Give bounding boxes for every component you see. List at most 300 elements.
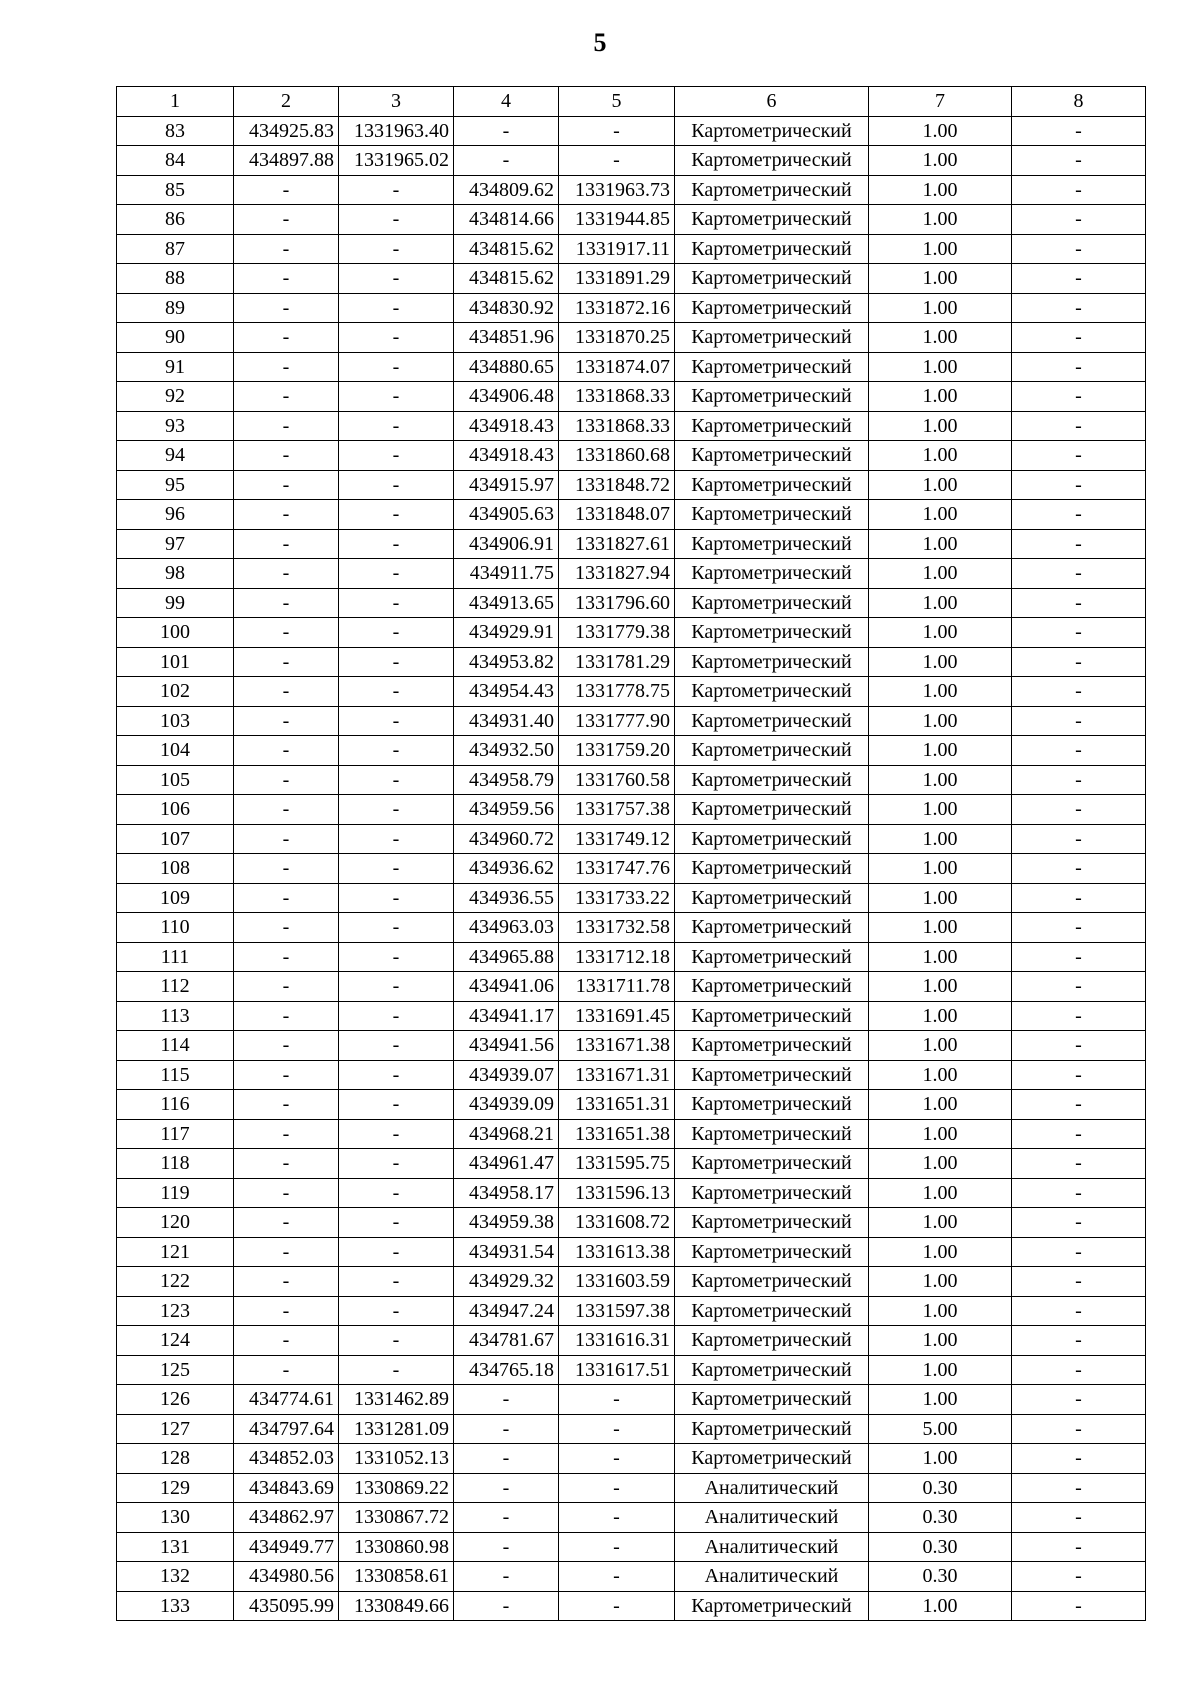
- table-row: [117, 352, 1146, 382]
- accuracy-cell: 1.00: [869, 234, 1012, 264]
- description-cell: -: [1012, 1060, 1146, 1090]
- table-row: [117, 883, 1146, 913]
- point-number-cell: 85: [117, 175, 234, 205]
- point-number-cell: 107: [117, 824, 234, 854]
- accuracy-cell: 1.00: [869, 175, 1012, 205]
- method-cell: Картометрический: [675, 1090, 869, 1120]
- x-coord-cell: 434843.69: [234, 1473, 339, 1503]
- y-new-coord-cell: 1331777.90: [559, 706, 675, 736]
- description-cell: -: [1012, 1562, 1146, 1592]
- method-cell: Аналитический: [675, 1562, 869, 1592]
- x-coord-cell: -: [234, 942, 339, 972]
- y-new-coord-cell: 1331733.22: [559, 883, 675, 913]
- point-number-cell: 130: [117, 1503, 234, 1533]
- description-cell: -: [1012, 1473, 1146, 1503]
- method-cell: Картометрический: [675, 647, 869, 677]
- x-coord-cell: -: [234, 264, 339, 294]
- x-coord-cell: -: [234, 677, 339, 707]
- accuracy-cell: 1.00: [869, 913, 1012, 943]
- accuracy-cell: 0.30: [869, 1503, 1012, 1533]
- table-row: [117, 323, 1146, 353]
- x-new-coord-cell: 434851.96: [454, 323, 559, 353]
- description-cell: -: [1012, 146, 1146, 176]
- y-new-coord-cell: -: [559, 1532, 675, 1562]
- x-coord-cell: -: [234, 411, 339, 441]
- y-coord-cell: -: [339, 1296, 454, 1326]
- x-new-coord-cell: 434905.63: [454, 500, 559, 530]
- x-coord-cell: 434774.61: [234, 1385, 339, 1415]
- description-cell: -: [1012, 411, 1146, 441]
- method-cell: Картометрический: [675, 854, 869, 884]
- accuracy-cell: 0.30: [869, 1562, 1012, 1592]
- table-row: [117, 618, 1146, 648]
- accuracy-cell: 1.00: [869, 1267, 1012, 1297]
- table-row: [117, 1267, 1146, 1297]
- y-coord-cell: -: [339, 1208, 454, 1238]
- x-coord-cell: -: [234, 1208, 339, 1238]
- y-new-coord-cell: 1331671.31: [559, 1060, 675, 1090]
- y-new-coord-cell: 1331874.07: [559, 352, 675, 382]
- description-cell: -: [1012, 1119, 1146, 1149]
- x-coord-cell: -: [234, 382, 339, 412]
- method-cell: Картометрический: [675, 765, 869, 795]
- column-header: 3: [339, 87, 454, 117]
- method-cell: Картометрический: [675, 411, 869, 441]
- point-number-cell: 101: [117, 647, 234, 677]
- table-row: [117, 972, 1146, 1002]
- y-coord-cell: -: [339, 883, 454, 913]
- accuracy-cell: 1.00: [869, 765, 1012, 795]
- table-row: [117, 942, 1146, 972]
- method-cell: Картометрический: [675, 972, 869, 1002]
- table-row: [117, 1178, 1146, 1208]
- table-row: [117, 1326, 1146, 1356]
- x-new-coord-cell: 434906.48: [454, 382, 559, 412]
- point-number-cell: 133: [117, 1591, 234, 1621]
- x-coord-cell: -: [234, 1237, 339, 1267]
- table-row: [117, 234, 1146, 264]
- x-new-coord-cell: 434941.06: [454, 972, 559, 1002]
- accuracy-cell: 1.00: [869, 1090, 1012, 1120]
- y-coord-cell: -: [339, 1090, 454, 1120]
- table-row: [117, 647, 1146, 677]
- table-row: [117, 706, 1146, 736]
- y-coord-cell: -: [339, 972, 454, 1002]
- x-new-coord-cell: 434931.40: [454, 706, 559, 736]
- y-coord-cell: -: [339, 677, 454, 707]
- point-number-cell: 110: [117, 913, 234, 943]
- point-number-cell: 102: [117, 677, 234, 707]
- description-cell: -: [1012, 205, 1146, 235]
- x-new-coord-cell: 434939.07: [454, 1060, 559, 1090]
- method-cell: Картометрический: [675, 323, 869, 353]
- y-coord-cell: -: [339, 293, 454, 323]
- column-header: 7: [869, 87, 1012, 117]
- table-row: [117, 500, 1146, 530]
- y-new-coord-cell: -: [559, 1591, 675, 1621]
- x-new-coord-cell: 434947.24: [454, 1296, 559, 1326]
- table-header-row: [117, 87, 1146, 117]
- point-number-cell: 92: [117, 382, 234, 412]
- point-number-cell: 118: [117, 1149, 234, 1179]
- x-coord-cell: 434925.83: [234, 116, 339, 146]
- y-new-coord-cell: 1331944.85: [559, 205, 675, 235]
- accuracy-cell: 1.00: [869, 1591, 1012, 1621]
- y-new-coord-cell: 1331595.75: [559, 1149, 675, 1179]
- table-row: [117, 1001, 1146, 1031]
- point-number-cell: 112: [117, 972, 234, 1002]
- description-cell: -: [1012, 1385, 1146, 1415]
- description-cell: -: [1012, 264, 1146, 294]
- description-cell: -: [1012, 500, 1146, 530]
- y-coord-cell: -: [339, 942, 454, 972]
- y-new-coord-cell: 1331779.38: [559, 618, 675, 648]
- x-new-coord-cell: -: [454, 1532, 559, 1562]
- x-coord-cell: -: [234, 1090, 339, 1120]
- x-new-coord-cell: 434963.03: [454, 913, 559, 943]
- point-number-cell: 84: [117, 146, 234, 176]
- description-cell: -: [1012, 323, 1146, 353]
- method-cell: Картометрический: [675, 1031, 869, 1061]
- accuracy-cell: 1.00: [869, 1060, 1012, 1090]
- x-new-coord-cell: 434961.47: [454, 1149, 559, 1179]
- method-cell: Картометрический: [675, 1267, 869, 1297]
- description-cell: -: [1012, 972, 1146, 1002]
- method-cell: Картометрический: [675, 441, 869, 471]
- point-number-cell: 88: [117, 264, 234, 294]
- x-coord-cell: -: [234, 441, 339, 471]
- description-cell: -: [1012, 942, 1146, 972]
- y-coord-cell: -: [339, 824, 454, 854]
- x-new-coord-cell: 434936.62: [454, 854, 559, 884]
- point-number-cell: 87: [117, 234, 234, 264]
- x-coord-cell: -: [234, 824, 339, 854]
- y-coord-cell: 1331963.40: [339, 116, 454, 146]
- x-coord-cell: -: [234, 293, 339, 323]
- x-new-coord-cell: 434968.21: [454, 1119, 559, 1149]
- x-coord-cell: 434797.64: [234, 1414, 339, 1444]
- table-row: [117, 411, 1146, 441]
- accuracy-cell: 1.00: [869, 677, 1012, 707]
- x-new-coord-cell: 434959.56: [454, 795, 559, 825]
- method-cell: Картометрический: [675, 1237, 869, 1267]
- table-row: [117, 559, 1146, 589]
- y-new-coord-cell: 1331781.29: [559, 647, 675, 677]
- accuracy-cell: 1.00: [869, 500, 1012, 530]
- y-new-coord-cell: 1331617.51: [559, 1355, 675, 1385]
- method-cell: Картометрический: [675, 1385, 869, 1415]
- column-header: 1: [117, 87, 234, 117]
- accuracy-cell: 1.00: [869, 1326, 1012, 1356]
- column-header: 5: [559, 87, 675, 117]
- y-new-coord-cell: 1331597.38: [559, 1296, 675, 1326]
- accuracy-cell: 1.00: [869, 1001, 1012, 1031]
- y-new-coord-cell: 1331651.31: [559, 1090, 675, 1120]
- description-cell: -: [1012, 618, 1146, 648]
- x-coord-cell: -: [234, 736, 339, 766]
- description-cell: -: [1012, 470, 1146, 500]
- x-coord-cell: -: [234, 1001, 339, 1031]
- x-coord-cell: -: [234, 1355, 339, 1385]
- accuracy-cell: 0.30: [869, 1532, 1012, 1562]
- accuracy-cell: 0.30: [869, 1473, 1012, 1503]
- accuracy-cell: 1.00: [869, 559, 1012, 589]
- y-coord-cell: -: [339, 618, 454, 648]
- method-cell: Картометрический: [675, 500, 869, 530]
- x-new-coord-cell: 434918.43: [454, 441, 559, 471]
- x-new-coord-cell: 434814.66: [454, 205, 559, 235]
- y-coord-cell: 1331965.02: [339, 146, 454, 176]
- accuracy-cell: 1.00: [869, 441, 1012, 471]
- description-cell: -: [1012, 1267, 1146, 1297]
- y-coord-cell: -: [339, 647, 454, 677]
- x-new-coord-cell: 434932.50: [454, 736, 559, 766]
- x-coord-cell: -: [234, 1031, 339, 1061]
- y-coord-cell: -: [339, 352, 454, 382]
- x-new-coord-cell: 434941.56: [454, 1031, 559, 1061]
- point-number-cell: 119: [117, 1178, 234, 1208]
- x-coord-cell: 434862.97: [234, 1503, 339, 1533]
- accuracy-cell: 1.00: [869, 883, 1012, 913]
- method-cell: Картометрический: [675, 529, 869, 559]
- description-cell: -: [1012, 795, 1146, 825]
- point-number-cell: 94: [117, 441, 234, 471]
- description-cell: -: [1012, 647, 1146, 677]
- x-coord-cell: -: [234, 854, 339, 884]
- table-row: [117, 1355, 1146, 1385]
- description-cell: -: [1012, 736, 1146, 766]
- y-new-coord-cell: 1331691.45: [559, 1001, 675, 1031]
- page-number: 5: [593, 28, 607, 57]
- point-number-cell: 120: [117, 1208, 234, 1238]
- accuracy-cell: 1.00: [869, 972, 1012, 1002]
- y-coord-cell: -: [339, 854, 454, 884]
- description-cell: -: [1012, 913, 1146, 943]
- point-number-cell: 109: [117, 883, 234, 913]
- accuracy-cell: 1.00: [869, 647, 1012, 677]
- y-new-coord-cell: 1331651.38: [559, 1119, 675, 1149]
- x-coord-cell: -: [234, 1267, 339, 1297]
- table-row: [117, 1503, 1146, 1533]
- x-new-coord-cell: 434913.65: [454, 588, 559, 618]
- y-new-coord-cell: 1331963.73: [559, 175, 675, 205]
- point-number-cell: 117: [117, 1119, 234, 1149]
- x-new-coord-cell: 434830.92: [454, 293, 559, 323]
- description-cell: -: [1012, 1503, 1146, 1533]
- x-new-coord-cell: 434809.62: [454, 175, 559, 205]
- x-coord-cell: 434897.88: [234, 146, 339, 176]
- description-cell: -: [1012, 1532, 1146, 1562]
- description-cell: -: [1012, 883, 1146, 913]
- y-coord-cell: -: [339, 913, 454, 943]
- table-body: [117, 116, 1146, 1621]
- y-new-coord-cell: 1331891.29: [559, 264, 675, 294]
- description-cell: -: [1012, 1001, 1146, 1031]
- table-row: [117, 293, 1146, 323]
- x-new-coord-cell: 434953.82: [454, 647, 559, 677]
- y-new-coord-cell: 1331872.16: [559, 293, 675, 323]
- point-number-cell: 86: [117, 205, 234, 235]
- column-header: 2: [234, 87, 339, 117]
- method-cell: Аналитический: [675, 1503, 869, 1533]
- point-number-cell: 127: [117, 1414, 234, 1444]
- y-coord-cell: 1330849.66: [339, 1591, 454, 1621]
- y-coord-cell: -: [339, 559, 454, 589]
- description-cell: -: [1012, 1414, 1146, 1444]
- point-number-cell: 124: [117, 1326, 234, 1356]
- table-row: [117, 736, 1146, 766]
- accuracy-cell: 1.00: [869, 942, 1012, 972]
- description-cell: -: [1012, 1031, 1146, 1061]
- x-coord-cell: -: [234, 500, 339, 530]
- x-new-coord-cell: -: [454, 116, 559, 146]
- y-coord-cell: -: [339, 205, 454, 235]
- method-cell: Картометрический: [675, 588, 869, 618]
- description-cell: -: [1012, 1178, 1146, 1208]
- y-new-coord-cell: 1331796.60: [559, 588, 675, 618]
- description-cell: -: [1012, 559, 1146, 589]
- table-row: [117, 1385, 1146, 1415]
- x-new-coord-cell: 434915.97: [454, 470, 559, 500]
- method-cell: Картометрический: [675, 618, 869, 648]
- point-number-cell: 96: [117, 500, 234, 530]
- table-row: [117, 529, 1146, 559]
- y-new-coord-cell: -: [559, 1473, 675, 1503]
- x-new-coord-cell: 434954.43: [454, 677, 559, 707]
- method-cell: Картометрический: [675, 1208, 869, 1238]
- description-cell: -: [1012, 765, 1146, 795]
- y-new-coord-cell: -: [559, 1414, 675, 1444]
- y-coord-cell: -: [339, 1060, 454, 1090]
- y-new-coord-cell: 1331778.75: [559, 677, 675, 707]
- x-new-coord-cell: -: [454, 1503, 559, 1533]
- y-coord-cell: 1331052.13: [339, 1444, 454, 1474]
- accuracy-cell: 1.00: [869, 529, 1012, 559]
- point-number-cell: 99: [117, 588, 234, 618]
- table-row: [117, 1532, 1146, 1562]
- point-number-cell: 122: [117, 1267, 234, 1297]
- description-cell: -: [1012, 1090, 1146, 1120]
- point-number-cell: 115: [117, 1060, 234, 1090]
- x-new-coord-cell: 434936.55: [454, 883, 559, 913]
- point-number-cell: 132: [117, 1562, 234, 1592]
- x-new-coord-cell: 434958.17: [454, 1178, 559, 1208]
- x-coord-cell: -: [234, 972, 339, 1002]
- description-cell: -: [1012, 1237, 1146, 1267]
- x-coord-cell: 434980.56: [234, 1562, 339, 1592]
- point-number-cell: 90: [117, 323, 234, 353]
- table-row: [117, 205, 1146, 235]
- table-row: [117, 913, 1146, 943]
- x-coord-cell: -: [234, 470, 339, 500]
- method-cell: Картометрический: [675, 1178, 869, 1208]
- x-coord-cell: -: [234, 618, 339, 648]
- y-new-coord-cell: -: [559, 1444, 675, 1474]
- y-new-coord-cell: 1331848.07: [559, 500, 675, 530]
- point-number-cell: 116: [117, 1090, 234, 1120]
- description-cell: -: [1012, 1326, 1146, 1356]
- method-cell: Картометрический: [675, 795, 869, 825]
- x-coord-cell: 435095.99: [234, 1591, 339, 1621]
- x-new-coord-cell: -: [454, 1473, 559, 1503]
- x-new-coord-cell: 434929.32: [454, 1267, 559, 1297]
- table-row: [117, 1031, 1146, 1061]
- x-coord-cell: -: [234, 765, 339, 795]
- accuracy-cell: 1.00: [869, 146, 1012, 176]
- x-new-coord-cell: -: [454, 1444, 559, 1474]
- x-coord-cell: -: [234, 883, 339, 913]
- y-coord-cell: 1330867.72: [339, 1503, 454, 1533]
- point-number-cell: 104: [117, 736, 234, 766]
- method-cell: Картометрический: [675, 1119, 869, 1149]
- description-cell: -: [1012, 1296, 1146, 1326]
- table-row: [117, 146, 1146, 176]
- y-new-coord-cell: -: [559, 1562, 675, 1592]
- method-cell: Картометрический: [675, 1414, 869, 1444]
- y-new-coord-cell: 1331868.33: [559, 411, 675, 441]
- description-cell: -: [1012, 175, 1146, 205]
- y-coord-cell: -: [339, 1355, 454, 1385]
- x-coord-cell: -: [234, 1119, 339, 1149]
- x-new-coord-cell: 434958.79: [454, 765, 559, 795]
- method-cell: Картометрический: [675, 1355, 869, 1385]
- accuracy-cell: 1.00: [869, 1296, 1012, 1326]
- y-new-coord-cell: 1331848.72: [559, 470, 675, 500]
- description-cell: -: [1012, 116, 1146, 146]
- accuracy-cell: 1.00: [869, 795, 1012, 825]
- table-row: [117, 1473, 1146, 1503]
- y-new-coord-cell: -: [559, 1503, 675, 1533]
- accuracy-cell: 1.00: [869, 588, 1012, 618]
- x-coord-cell: -: [234, 323, 339, 353]
- y-coord-cell: -: [339, 470, 454, 500]
- table-row: [117, 1208, 1146, 1238]
- point-number-cell: 111: [117, 942, 234, 972]
- y-coord-cell: 1330869.22: [339, 1473, 454, 1503]
- description-cell: -: [1012, 854, 1146, 884]
- accuracy-cell: 5.00: [869, 1414, 1012, 1444]
- y-coord-cell: -: [339, 529, 454, 559]
- y-new-coord-cell: 1331613.38: [559, 1237, 675, 1267]
- x-new-coord-cell: 434815.62: [454, 264, 559, 294]
- x-new-coord-cell: 434931.54: [454, 1237, 559, 1267]
- accuracy-cell: 1.00: [869, 1355, 1012, 1385]
- table-row: [117, 441, 1146, 471]
- x-new-coord-cell: 434880.65: [454, 352, 559, 382]
- method-cell: Картометрический: [675, 1060, 869, 1090]
- y-new-coord-cell: 1331868.33: [559, 382, 675, 412]
- description-cell: -: [1012, 441, 1146, 471]
- x-new-coord-cell: 434959.38: [454, 1208, 559, 1238]
- table-row: [117, 1562, 1146, 1592]
- point-number-cell: 100: [117, 618, 234, 648]
- accuracy-cell: 1.00: [869, 1444, 1012, 1474]
- x-new-coord-cell: 434918.43: [454, 411, 559, 441]
- description-cell: -: [1012, 1591, 1146, 1621]
- x-coord-cell: -: [234, 205, 339, 235]
- method-cell: Картометрический: [675, 559, 869, 589]
- table-row: [117, 1149, 1146, 1179]
- x-new-coord-cell: -: [454, 1562, 559, 1592]
- method-cell: Картометрический: [675, 382, 869, 412]
- point-number-cell: 128: [117, 1444, 234, 1474]
- description-cell: -: [1012, 382, 1146, 412]
- x-new-coord-cell: 434781.67: [454, 1326, 559, 1356]
- y-new-coord-cell: -: [559, 116, 675, 146]
- x-new-coord-cell: -: [454, 146, 559, 176]
- y-coord-cell: -: [339, 382, 454, 412]
- description-cell: -: [1012, 706, 1146, 736]
